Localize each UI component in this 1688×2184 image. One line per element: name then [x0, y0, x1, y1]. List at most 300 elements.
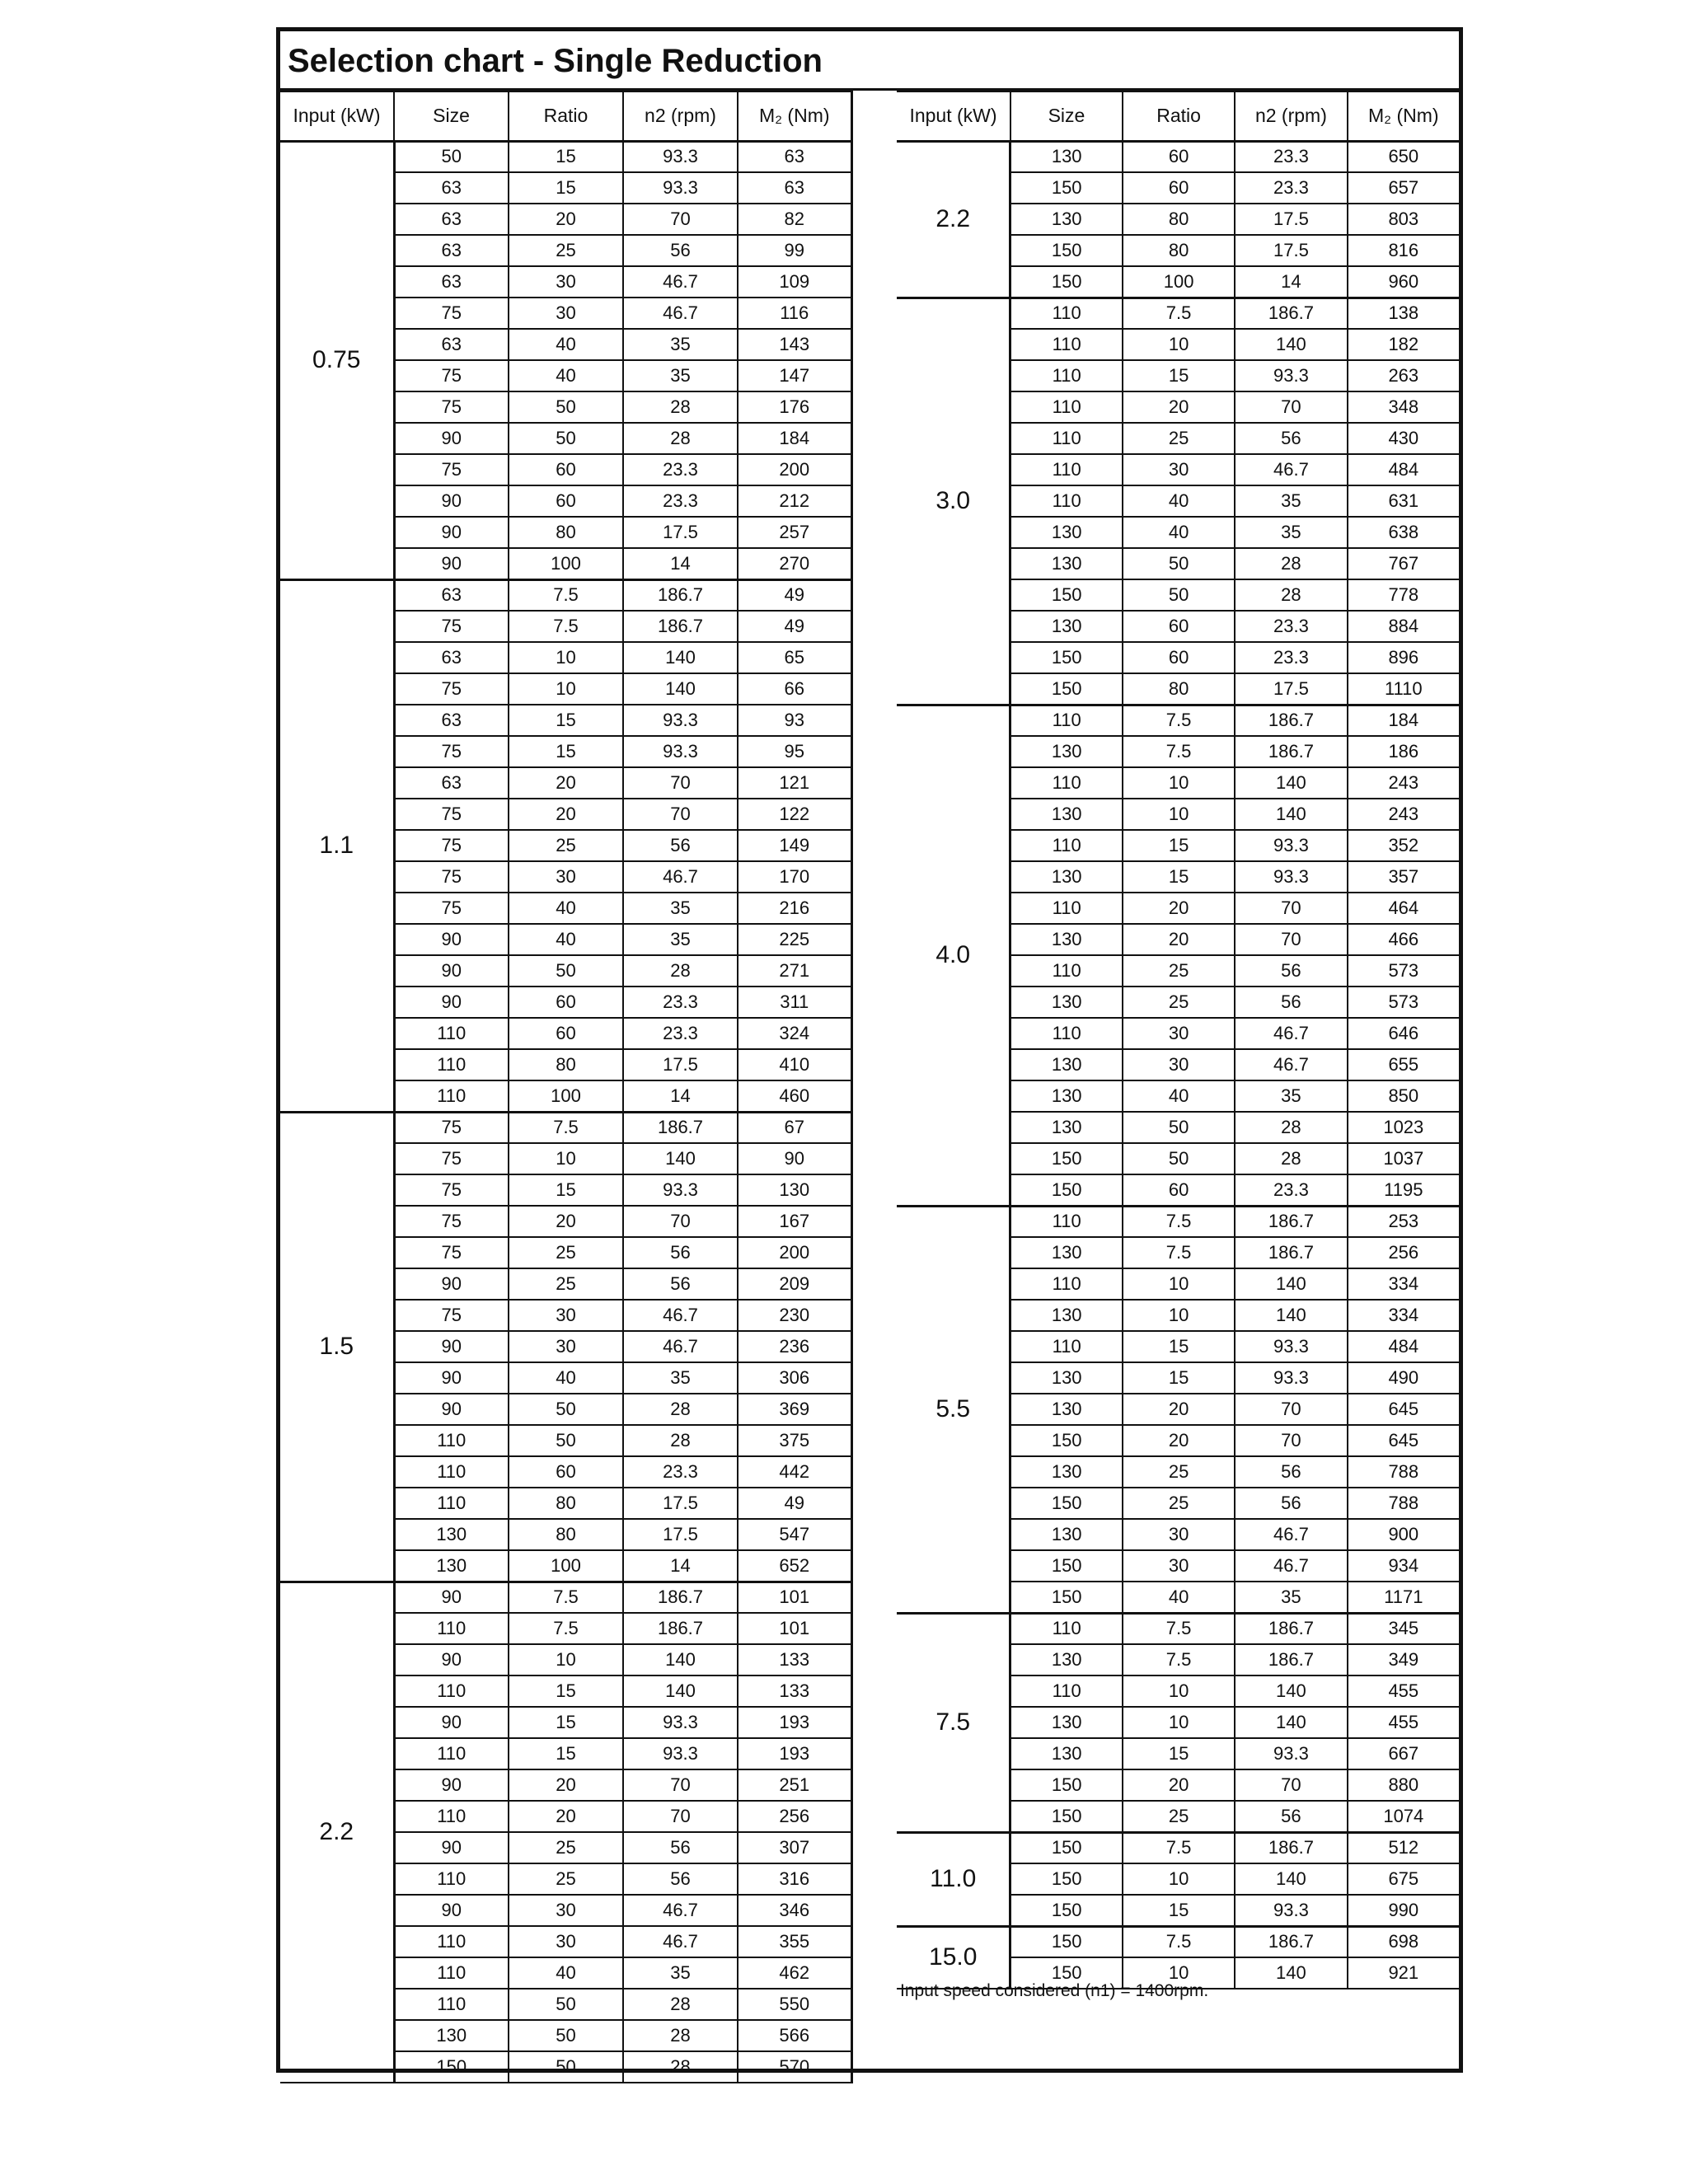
size-cell: 150	[1010, 673, 1123, 705]
ratio-cell: 80	[509, 517, 623, 548]
input-kw-group-cell: 1.5	[280, 1112, 394, 1582]
size-cell: 150	[1010, 1488, 1123, 1519]
m2-nm-cell: 324	[738, 1018, 851, 1049]
m2-nm-cell: 147	[738, 360, 851, 391]
n2-rpm-cell: 28	[623, 1425, 738, 1456]
size-cell: 110	[394, 1080, 509, 1112]
n2-rpm-cell: 140	[1235, 1957, 1347, 1989]
n2-rpm-cell: 17.5	[623, 1519, 738, 1550]
ratio-cell: 80	[509, 1519, 623, 1550]
header-m2-nm: M₂ (Nm)	[738, 91, 851, 141]
size-cell: 75	[394, 1143, 509, 1174]
n2-rpm-cell: 70	[623, 1769, 738, 1801]
n2-rpm-cell: 186.7	[623, 1613, 738, 1644]
ratio-cell: 7.5	[509, 1112, 623, 1143]
m2-nm-cell: 109	[738, 266, 851, 298]
ratio-cell: 30	[1123, 454, 1235, 485]
size-cell: 130	[1010, 736, 1123, 767]
size-cell: 110	[394, 1018, 509, 1049]
size-cell: 110	[394, 1989, 509, 2020]
m2-nm-cell: 1171	[1348, 1582, 1459, 1613]
n2-rpm-cell: 56	[623, 830, 738, 861]
n2-rpm-cell: 28	[1235, 1143, 1347, 1174]
m2-nm-cell: 182	[1348, 329, 1459, 360]
m2-nm-cell: 186	[1348, 736, 1459, 767]
ratio-cell: 20	[1123, 391, 1235, 423]
ratio-cell: 10	[1123, 1707, 1235, 1738]
size-cell: 90	[394, 1394, 509, 1425]
m2-nm-cell: 271	[738, 955, 851, 987]
selection-chart-frame	[276, 27, 1463, 2077]
ratio-cell: 20	[509, 1206, 623, 1237]
m2-nm-cell: 49	[738, 1488, 851, 1519]
m2-nm-cell: 236	[738, 1331, 851, 1362]
n2-rpm-cell: 35	[1235, 1080, 1347, 1112]
ratio-cell: 60	[509, 485, 623, 517]
m2-nm-cell: 170	[738, 861, 851, 893]
input-kw-group-cell: 0.75	[280, 141, 394, 579]
n2-rpm-cell: 14	[1235, 266, 1347, 298]
n2-rpm-cell: 23.3	[623, 1456, 738, 1488]
m2-nm-cell: 880	[1348, 1769, 1459, 1801]
table-row	[280, 1582, 851, 1613]
m2-nm-cell: 251	[738, 1769, 851, 1801]
m2-nm-cell: 256	[738, 1801, 851, 1832]
size-cell: 110	[1010, 893, 1123, 924]
m2-nm-cell: 896	[1348, 642, 1459, 673]
size-cell: 110	[394, 1425, 509, 1456]
n2-rpm-cell: 46.7	[623, 1331, 738, 1362]
size-cell: 63	[394, 329, 509, 360]
header-row	[280, 91, 851, 141]
header-size: Size	[1010, 91, 1123, 141]
m2-nm-cell: 375	[738, 1425, 851, 1456]
size-cell: 110	[394, 1801, 509, 1832]
size-cell: 110	[1010, 830, 1123, 861]
size-cell: 130	[1010, 799, 1123, 830]
n2-rpm-cell: 17.5	[1235, 673, 1347, 705]
n2-rpm-cell: 28	[623, 1394, 738, 1425]
n2-rpm-cell: 186.7	[623, 611, 738, 642]
m2-nm-cell: 243	[1348, 799, 1459, 830]
ratio-cell: 30	[509, 1300, 623, 1331]
n2-rpm-cell: 140	[623, 642, 738, 673]
n2-rpm-cell: 70	[623, 767, 738, 799]
n2-rpm-cell: 23.3	[623, 987, 738, 1018]
header-input-kw: Input (kW)	[280, 91, 394, 141]
size-cell: 75	[394, 391, 509, 423]
table-row	[897, 1926, 1459, 1957]
m2-nm-cell: 460	[738, 1080, 851, 1112]
ratio-cell: 25	[1123, 955, 1235, 987]
table-row	[280, 141, 851, 172]
n2-rpm-cell: 186.7	[1235, 1237, 1347, 1268]
ratio-cell: 20	[1123, 1769, 1235, 1801]
ratio-cell: 15	[1123, 1331, 1235, 1362]
n2-rpm-cell: 46.7	[623, 861, 738, 893]
n2-rpm-cell: 14	[623, 548, 738, 579]
size-cell: 110	[394, 1675, 509, 1707]
ratio-cell: 30	[1123, 1018, 1235, 1049]
n2-rpm-cell: 140	[623, 1644, 738, 1675]
size-cell: 110	[1010, 423, 1123, 454]
ratio-cell: 20	[509, 767, 623, 799]
n2-rpm-cell: 186.7	[1235, 1613, 1347, 1644]
n2-rpm-cell: 186.7	[1235, 298, 1347, 329]
ratio-cell: 25	[509, 830, 623, 861]
ratio-cell: 10	[1123, 1675, 1235, 1707]
ratio-cell: 25	[509, 1863, 623, 1895]
n2-rpm-cell: 140	[1235, 767, 1347, 799]
n2-rpm-cell: 186.7	[1235, 736, 1347, 767]
size-cell: 110	[394, 1926, 509, 1957]
n2-rpm-cell: 93.3	[1235, 1895, 1347, 1926]
ratio-cell: 30	[1123, 1550, 1235, 1582]
n2-rpm-cell: 35	[1235, 1582, 1347, 1613]
size-cell: 75	[394, 1300, 509, 1331]
size-cell: 130	[394, 1519, 509, 1550]
n2-rpm-cell: 17.5	[1235, 204, 1347, 235]
n2-rpm-cell: 35	[623, 1957, 738, 1989]
m2-nm-cell: 455	[1348, 1707, 1459, 1738]
ratio-cell: 25	[1123, 1801, 1235, 1832]
size-cell: 150	[394, 2051, 509, 2083]
ratio-cell: 40	[509, 1957, 623, 1989]
m2-nm-cell: 349	[1348, 1644, 1459, 1675]
ratio-cell: 25	[1123, 423, 1235, 454]
size-cell: 110	[1010, 955, 1123, 987]
ratio-cell: 15	[1123, 1738, 1235, 1769]
size-cell: 130	[1010, 548, 1123, 579]
m2-nm-cell: 209	[738, 1268, 851, 1300]
size-cell: 75	[394, 298, 509, 329]
ratio-cell: 50	[1123, 548, 1235, 579]
n2-rpm-cell: 93.3	[623, 705, 738, 736]
ratio-cell: 30	[509, 1331, 623, 1362]
m2-nm-cell: 884	[1348, 611, 1459, 642]
m2-nm-cell: 667	[1348, 1738, 1459, 1769]
n2-rpm-cell: 46.7	[623, 1895, 738, 1926]
n2-rpm-cell: 56	[623, 1863, 738, 1895]
ratio-cell: 25	[1123, 1456, 1235, 1488]
ratio-cell: 60	[1123, 611, 1235, 642]
m2-nm-cell: 352	[1348, 830, 1459, 861]
ratio-cell: 15	[509, 1738, 623, 1769]
ratio-cell: 20	[1123, 924, 1235, 955]
n2-rpm-cell: 140	[1235, 1300, 1347, 1331]
size-cell: 90	[394, 1362, 509, 1394]
n2-rpm-cell: 35	[1235, 485, 1347, 517]
m2-nm-cell: 90	[738, 1143, 851, 1174]
ratio-cell: 20	[1123, 893, 1235, 924]
ratio-cell: 30	[509, 266, 623, 298]
m2-nm-cell: 430	[1348, 423, 1459, 454]
n2-rpm-cell: 17.5	[1235, 235, 1347, 266]
ratio-cell: 100	[1123, 266, 1235, 298]
n2-rpm-cell: 35	[623, 924, 738, 955]
size-cell: 130	[1010, 204, 1123, 235]
m2-nm-cell: 570	[738, 2051, 851, 2083]
n2-rpm-cell: 28	[623, 955, 738, 987]
n2-rpm-cell: 23.3	[623, 485, 738, 517]
m2-nm-cell: 631	[1348, 485, 1459, 517]
n2-rpm-cell: 46.7	[623, 1300, 738, 1331]
n2-rpm-cell: 14	[623, 1080, 738, 1112]
m2-nm-cell: 803	[1348, 204, 1459, 235]
m2-nm-cell: 193	[738, 1707, 851, 1738]
n2-rpm-cell: 46.7	[1235, 1550, 1347, 1582]
m2-nm-cell: 698	[1348, 1926, 1459, 1957]
m2-nm-cell: 466	[1348, 924, 1459, 955]
m2-nm-cell: 101	[738, 1582, 851, 1613]
ratio-cell: 20	[509, 1769, 623, 1801]
ratio-cell: 15	[509, 1174, 623, 1206]
n2-rpm-cell: 46.7	[1235, 1519, 1347, 1550]
ratio-cell: 60	[509, 454, 623, 485]
ratio-cell: 30	[509, 1895, 623, 1926]
m2-nm-cell: 311	[738, 987, 851, 1018]
n2-rpm-cell: 46.7	[1235, 1049, 1347, 1080]
ratio-cell: 15	[509, 1707, 623, 1738]
ratio-cell: 40	[1123, 517, 1235, 548]
header-row	[897, 91, 1459, 141]
n2-rpm-cell: 28	[623, 2051, 738, 2083]
size-cell: 150	[1010, 235, 1123, 266]
ratio-cell: 7.5	[1123, 1237, 1235, 1268]
m2-nm-cell: 316	[738, 1863, 851, 1895]
ratio-cell: 7.5	[509, 611, 623, 642]
m2-nm-cell: 357	[1348, 861, 1459, 893]
m2-nm-cell: 334	[1348, 1268, 1459, 1300]
m2-nm-cell: 767	[1348, 548, 1459, 579]
size-cell: 90	[394, 955, 509, 987]
n2-rpm-cell: 35	[623, 1362, 738, 1394]
m2-nm-cell: 566	[738, 2020, 851, 2051]
ratio-cell: 25	[509, 1832, 623, 1863]
table-row	[897, 1206, 1459, 1237]
ratio-cell: 10	[1123, 1300, 1235, 1331]
input-kw-group-cell: 1.1	[280, 579, 394, 1112]
size-cell: 150	[1010, 1582, 1123, 1613]
ratio-cell: 40	[1123, 1080, 1235, 1112]
n2-rpm-cell: 93.3	[1235, 1738, 1347, 1769]
ratio-cell: 60	[1123, 1174, 1235, 1206]
size-cell: 75	[394, 454, 509, 485]
m2-nm-cell: 193	[738, 1738, 851, 1769]
m2-nm-cell: 346	[738, 1895, 851, 1926]
header-n2-rpm: n2 (rpm)	[1235, 91, 1347, 141]
m2-nm-cell: 573	[1348, 955, 1459, 987]
size-cell: 63	[394, 705, 509, 736]
size-cell: 110	[1010, 1268, 1123, 1300]
ratio-cell: 15	[1123, 360, 1235, 391]
ratio-cell: 25	[509, 1237, 623, 1268]
m2-nm-cell: 850	[1348, 1080, 1459, 1112]
size-cell: 130	[1010, 1456, 1123, 1488]
size-cell: 50	[394, 141, 509, 172]
table-row	[897, 1613, 1459, 1644]
chart-title: Selection chart - Single Reduction	[280, 31, 1459, 91]
size-cell: 90	[394, 517, 509, 548]
size-cell: 110	[1010, 767, 1123, 799]
n2-rpm-cell: 17.5	[623, 1049, 738, 1080]
size-cell: 75	[394, 1206, 509, 1237]
ratio-cell: 100	[509, 1550, 623, 1582]
m2-nm-cell: 990	[1348, 1895, 1459, 1926]
size-cell: 75	[394, 861, 509, 893]
m2-nm-cell: 200	[738, 454, 851, 485]
n2-rpm-cell: 186.7	[1235, 1926, 1347, 1957]
ratio-cell: 80	[1123, 204, 1235, 235]
m2-nm-cell: 462	[738, 1957, 851, 1989]
n2-rpm-cell: 46.7	[623, 1926, 738, 1957]
n2-rpm-cell: 140	[623, 1675, 738, 1707]
ratio-cell: 10	[1123, 1268, 1235, 1300]
ratio-cell: 30	[1123, 1049, 1235, 1080]
n2-rpm-cell: 56	[1235, 423, 1347, 454]
ratio-cell: 50	[509, 1425, 623, 1456]
size-cell: 150	[1010, 1863, 1123, 1895]
m2-nm-cell: 216	[738, 893, 851, 924]
m2-nm-cell: 121	[738, 767, 851, 799]
m2-nm-cell: 960	[1348, 266, 1459, 298]
n2-rpm-cell: 23.3	[1235, 141, 1347, 172]
size-cell: 150	[1010, 1957, 1123, 1989]
input-kw-group-cell: 7.5	[897, 1613, 1010, 1832]
m2-nm-cell: 67	[738, 1112, 851, 1143]
input-kw-group-cell: 3.0	[897, 298, 1010, 705]
size-cell: 90	[394, 987, 509, 1018]
size-cell: 110	[394, 1049, 509, 1080]
m2-nm-cell: 133	[738, 1644, 851, 1675]
header-m2-nm: M₂ (Nm)	[1348, 91, 1459, 141]
m2-nm-cell: 149	[738, 830, 851, 861]
size-cell: 150	[1010, 1926, 1123, 1957]
ratio-cell: 25	[1123, 1488, 1235, 1519]
m2-nm-cell: 484	[1348, 454, 1459, 485]
m2-nm-cell: 138	[1348, 298, 1459, 329]
ratio-cell: 30	[509, 298, 623, 329]
table-row	[897, 141, 1459, 172]
n2-rpm-cell: 56	[1235, 1456, 1347, 1488]
size-cell: 110	[1010, 1018, 1123, 1049]
m2-nm-cell: 573	[1348, 987, 1459, 1018]
size-cell: 75	[394, 1112, 509, 1143]
size-cell: 110	[1010, 329, 1123, 360]
ratio-cell: 10	[509, 1143, 623, 1174]
size-cell: 130	[1010, 611, 1123, 642]
m2-nm-cell: 652	[738, 1550, 851, 1582]
size-cell: 90	[394, 924, 509, 955]
size-cell: 63	[394, 767, 509, 799]
size-cell: 130	[1010, 1707, 1123, 1738]
m2-nm-cell: 256	[1348, 1237, 1459, 1268]
ratio-cell: 50	[1123, 1143, 1235, 1174]
ratio-cell: 80	[509, 1488, 623, 1519]
input-kw-group-cell: 4.0	[897, 705, 1010, 1206]
ratio-cell: 50	[509, 1989, 623, 2020]
ratio-cell: 20	[1123, 1425, 1235, 1456]
n2-rpm-cell: 93.3	[623, 172, 738, 204]
n2-rpm-cell: 46.7	[1235, 1018, 1347, 1049]
ratio-cell: 60	[1123, 141, 1235, 172]
size-cell: 110	[1010, 485, 1123, 517]
size-cell: 130	[394, 2020, 509, 2051]
size-cell: 130	[1010, 1237, 1123, 1268]
size-cell: 110	[1010, 391, 1123, 423]
m2-nm-cell: 778	[1348, 579, 1459, 611]
m2-nm-cell: 490	[1348, 1362, 1459, 1394]
size-cell: 130	[1010, 1080, 1123, 1112]
input-kw-group-cell: 2.2	[897, 141, 1010, 298]
ratio-cell: 10	[509, 673, 623, 705]
m2-nm-cell: 355	[738, 1926, 851, 1957]
m2-nm-cell: 788	[1348, 1488, 1459, 1519]
m2-nm-cell: 257	[738, 517, 851, 548]
input-kw-group-cell: 2.2	[280, 1582, 394, 2083]
header-ratio: Ratio	[1123, 91, 1235, 141]
ratio-cell: 40	[1123, 1582, 1235, 1613]
input-speed-note: Input speed considered (n1) = 1400rpm.	[900, 1981, 1209, 2000]
m2-nm-cell: 484	[1348, 1331, 1459, 1362]
size-cell: 130	[1010, 1362, 1123, 1394]
n2-rpm-cell: 93.3	[623, 736, 738, 767]
size-cell: 63	[394, 266, 509, 298]
table-row	[897, 1832, 1459, 1863]
size-cell: 63	[394, 204, 509, 235]
n2-rpm-cell: 56	[623, 1268, 738, 1300]
n2-rpm-cell: 93.3	[1235, 830, 1347, 861]
n2-rpm-cell: 70	[1235, 391, 1347, 423]
n2-rpm-cell: 56	[1235, 987, 1347, 1018]
n2-rpm-cell: 17.5	[623, 517, 738, 548]
size-cell: 110	[394, 1488, 509, 1519]
ratio-cell: 7.5	[1123, 1206, 1235, 1237]
n2-rpm-cell: 17.5	[623, 1488, 738, 1519]
n2-rpm-cell: 35	[623, 893, 738, 924]
n2-rpm-cell: 70	[623, 1206, 738, 1237]
m2-nm-cell: 788	[1348, 1456, 1459, 1488]
ratio-cell: 20	[509, 799, 623, 830]
size-cell: 75	[394, 1174, 509, 1206]
ratio-cell: 60	[1123, 642, 1235, 673]
size-cell: 75	[394, 1237, 509, 1268]
n2-rpm-cell: 93.3	[1235, 1331, 1347, 1362]
m2-nm-cell: 130	[738, 1174, 851, 1206]
m2-nm-cell: 547	[738, 1519, 851, 1550]
size-cell: 130	[1010, 517, 1123, 548]
ratio-cell: 20	[509, 1801, 623, 1832]
ratio-cell: 15	[1123, 861, 1235, 893]
size-cell: 130	[1010, 861, 1123, 893]
size-cell: 150	[1010, 1425, 1123, 1456]
m2-nm-cell: 650	[1348, 141, 1459, 172]
n2-rpm-cell: 70	[1235, 1769, 1347, 1801]
n2-rpm-cell: 140	[1235, 1863, 1347, 1895]
size-cell: 90	[394, 485, 509, 517]
n2-rpm-cell: 35	[623, 360, 738, 391]
n2-rpm-cell: 70	[623, 799, 738, 830]
size-cell: 150	[1010, 172, 1123, 204]
size-cell: 90	[394, 1644, 509, 1675]
n2-rpm-cell: 93.3	[623, 1738, 738, 1769]
ratio-cell: 7.5	[1123, 1832, 1235, 1863]
m2-nm-cell: 921	[1348, 1957, 1459, 1989]
m2-nm-cell: 455	[1348, 1675, 1459, 1707]
n2-rpm-cell: 56	[623, 1237, 738, 1268]
m2-nm-cell: 348	[1348, 391, 1459, 423]
ratio-cell: 80	[509, 1049, 623, 1080]
